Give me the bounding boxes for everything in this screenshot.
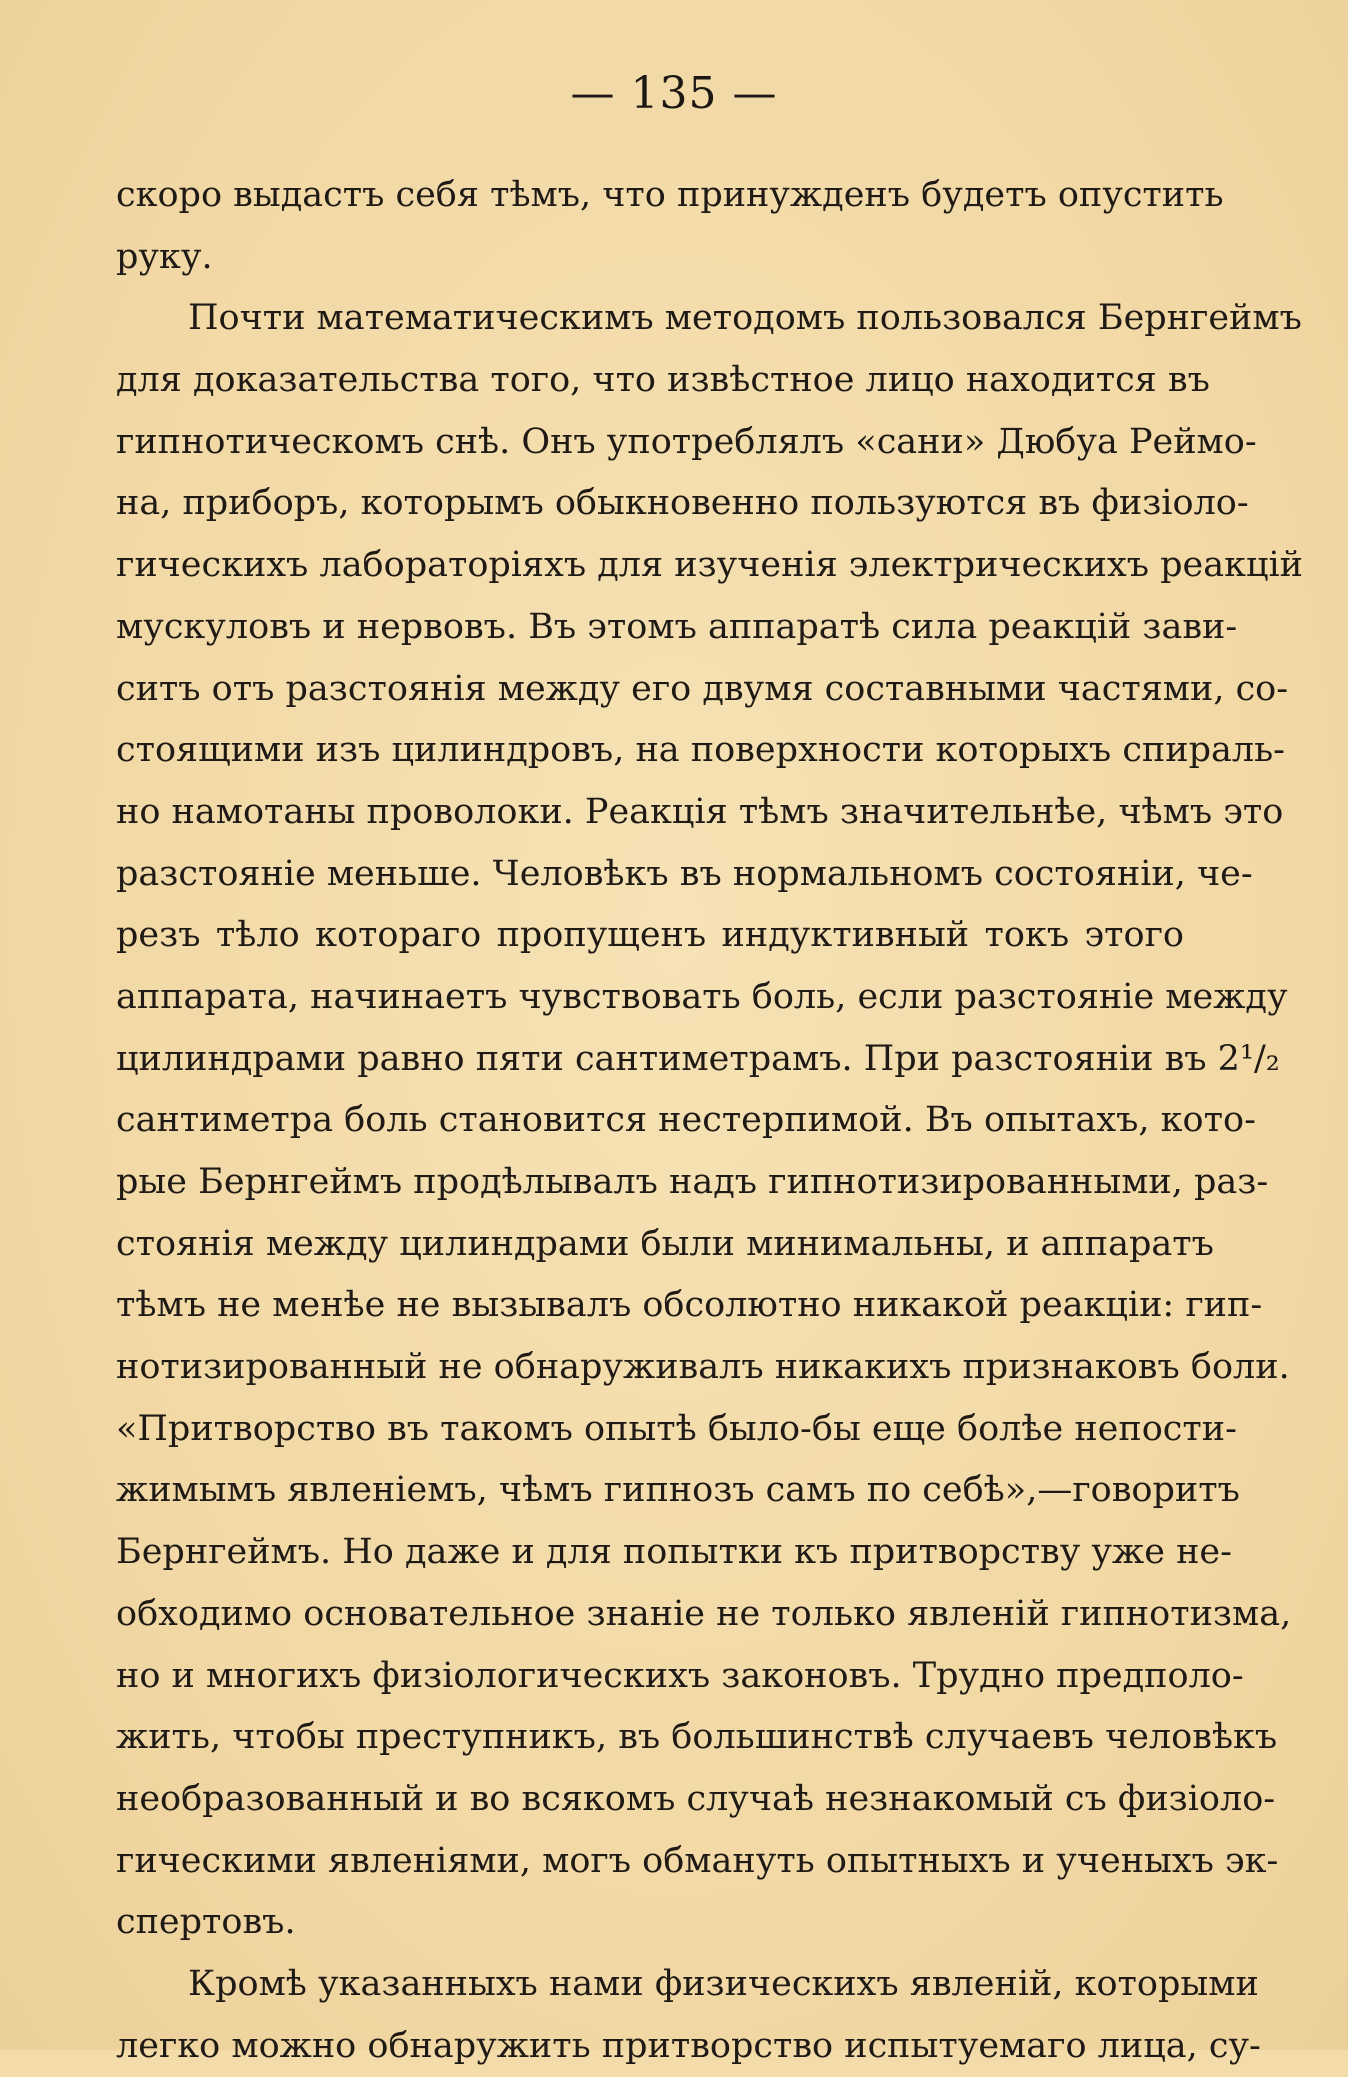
text-line: спертовъ.	[116, 1902, 296, 1943]
text-line: цилиндрами равно пяти сантиметрамъ. При разстояніи въ 2¹/₂	[116, 1038, 1280, 1079]
text-line: сантиметра боль становится нестерпимой. Въ опытахъ, кото-	[116, 1100, 1256, 1141]
text-line: резъ тѣло котораго пропущенъ индуктивный токъ этого	[116, 915, 1184, 956]
text-line: необразованный и во всякомъ случаѣ незнакомый съ физіоло-	[116, 1778, 1276, 1819]
text-line: жить, чтобы преступникъ, въ большинствѣ случаевъ человѣкъ	[116, 1717, 1278, 1758]
page-number: — 135 —	[570, 68, 778, 119]
text-line: на, приборъ, которымъ обыкновенно пользуются въ физіоло-	[116, 483, 1249, 524]
text-line: руку.	[116, 236, 213, 277]
body-text	[116, 165, 1303, 2077]
text-line: но и многихъ физіологическихъ законовъ. Трудно предполо-	[116, 1655, 1244, 1696]
text-line: гическихъ лабораторіяхъ для изученія электрическихъ реакцій	[116, 545, 1303, 586]
text-line: ситъ отъ разстоянія между его двумя составными частями, со-	[116, 668, 1289, 709]
text-line: «Притворство въ такомъ опытѣ было-бы еще болѣе непости-	[116, 1408, 1237, 1449]
text-line: тѣмъ не менѣе не вызывалъ обсолютно никакой реакціи: гип-	[116, 1285, 1263, 1326]
text-line: обходимо основательное знаніе не только явленій гипнотизма,	[116, 1593, 1292, 1634]
text-line: для доказательства того, что извѣстное лицо находится въ	[116, 360, 1210, 401]
text-line: гипнотическомъ снѣ. Онъ употреблялъ «сани» Дюбуа Реймо-	[116, 421, 1257, 462]
text-line: нотизированный не обнаруживалъ никакихъ признаковъ боли.	[116, 1347, 1290, 1388]
text-line: стоящими изъ цилиндровъ, на поверхности которыхъ спираль-	[116, 730, 1285, 771]
text-line: Кромѣ указанныхъ нами физическихъ явленій, которыми	[188, 1963, 1259, 2004]
text-line: аппарата, начинаетъ чувствовать боль, если разстояніе между	[116, 976, 1288, 1017]
text-line: гическими явленіями, могъ обмануть опытныхъ и ученыхъ эк-	[116, 1840, 1279, 1881]
text-line: рые Бернгеймъ продѣлывалъ надъ гипнотизированными, раз-	[116, 1162, 1269, 1202]
text-line: разстояніе меньше. Человѣкъ въ нормальномъ состояніи, че-	[116, 853, 1253, 894]
text-line: Почти математическимъ методомъ пользовался Бернгеймъ	[188, 298, 1302, 339]
text-line: стоянія между цилиндрами были минимальны, и аппаратъ	[116, 1223, 1214, 1264]
text-line: мускуловъ и нервовъ. Въ этомъ аппаратѣ сила реакцій зави-	[116, 606, 1238, 647]
text-line: жимымъ явленіемъ, чѣмъ гипнозъ самъ по себѣ»,—говоритъ	[116, 1470, 1240, 1511]
text-line: но намотаны проволоки. Реакція тѣмъ значительнѣе, чѣмъ это	[116, 791, 1284, 832]
text-line: скоро выдастъ себя тѣмъ, что принужденъ будетъ опустить	[116, 175, 1224, 215]
text-line: Бернгеймъ. Но даже и для попытки къ притворству уже не-	[116, 1532, 1232, 1573]
text-line: легко можно обнаружить притворство испытуемаго лица, су-	[116, 2025, 1261, 2066]
